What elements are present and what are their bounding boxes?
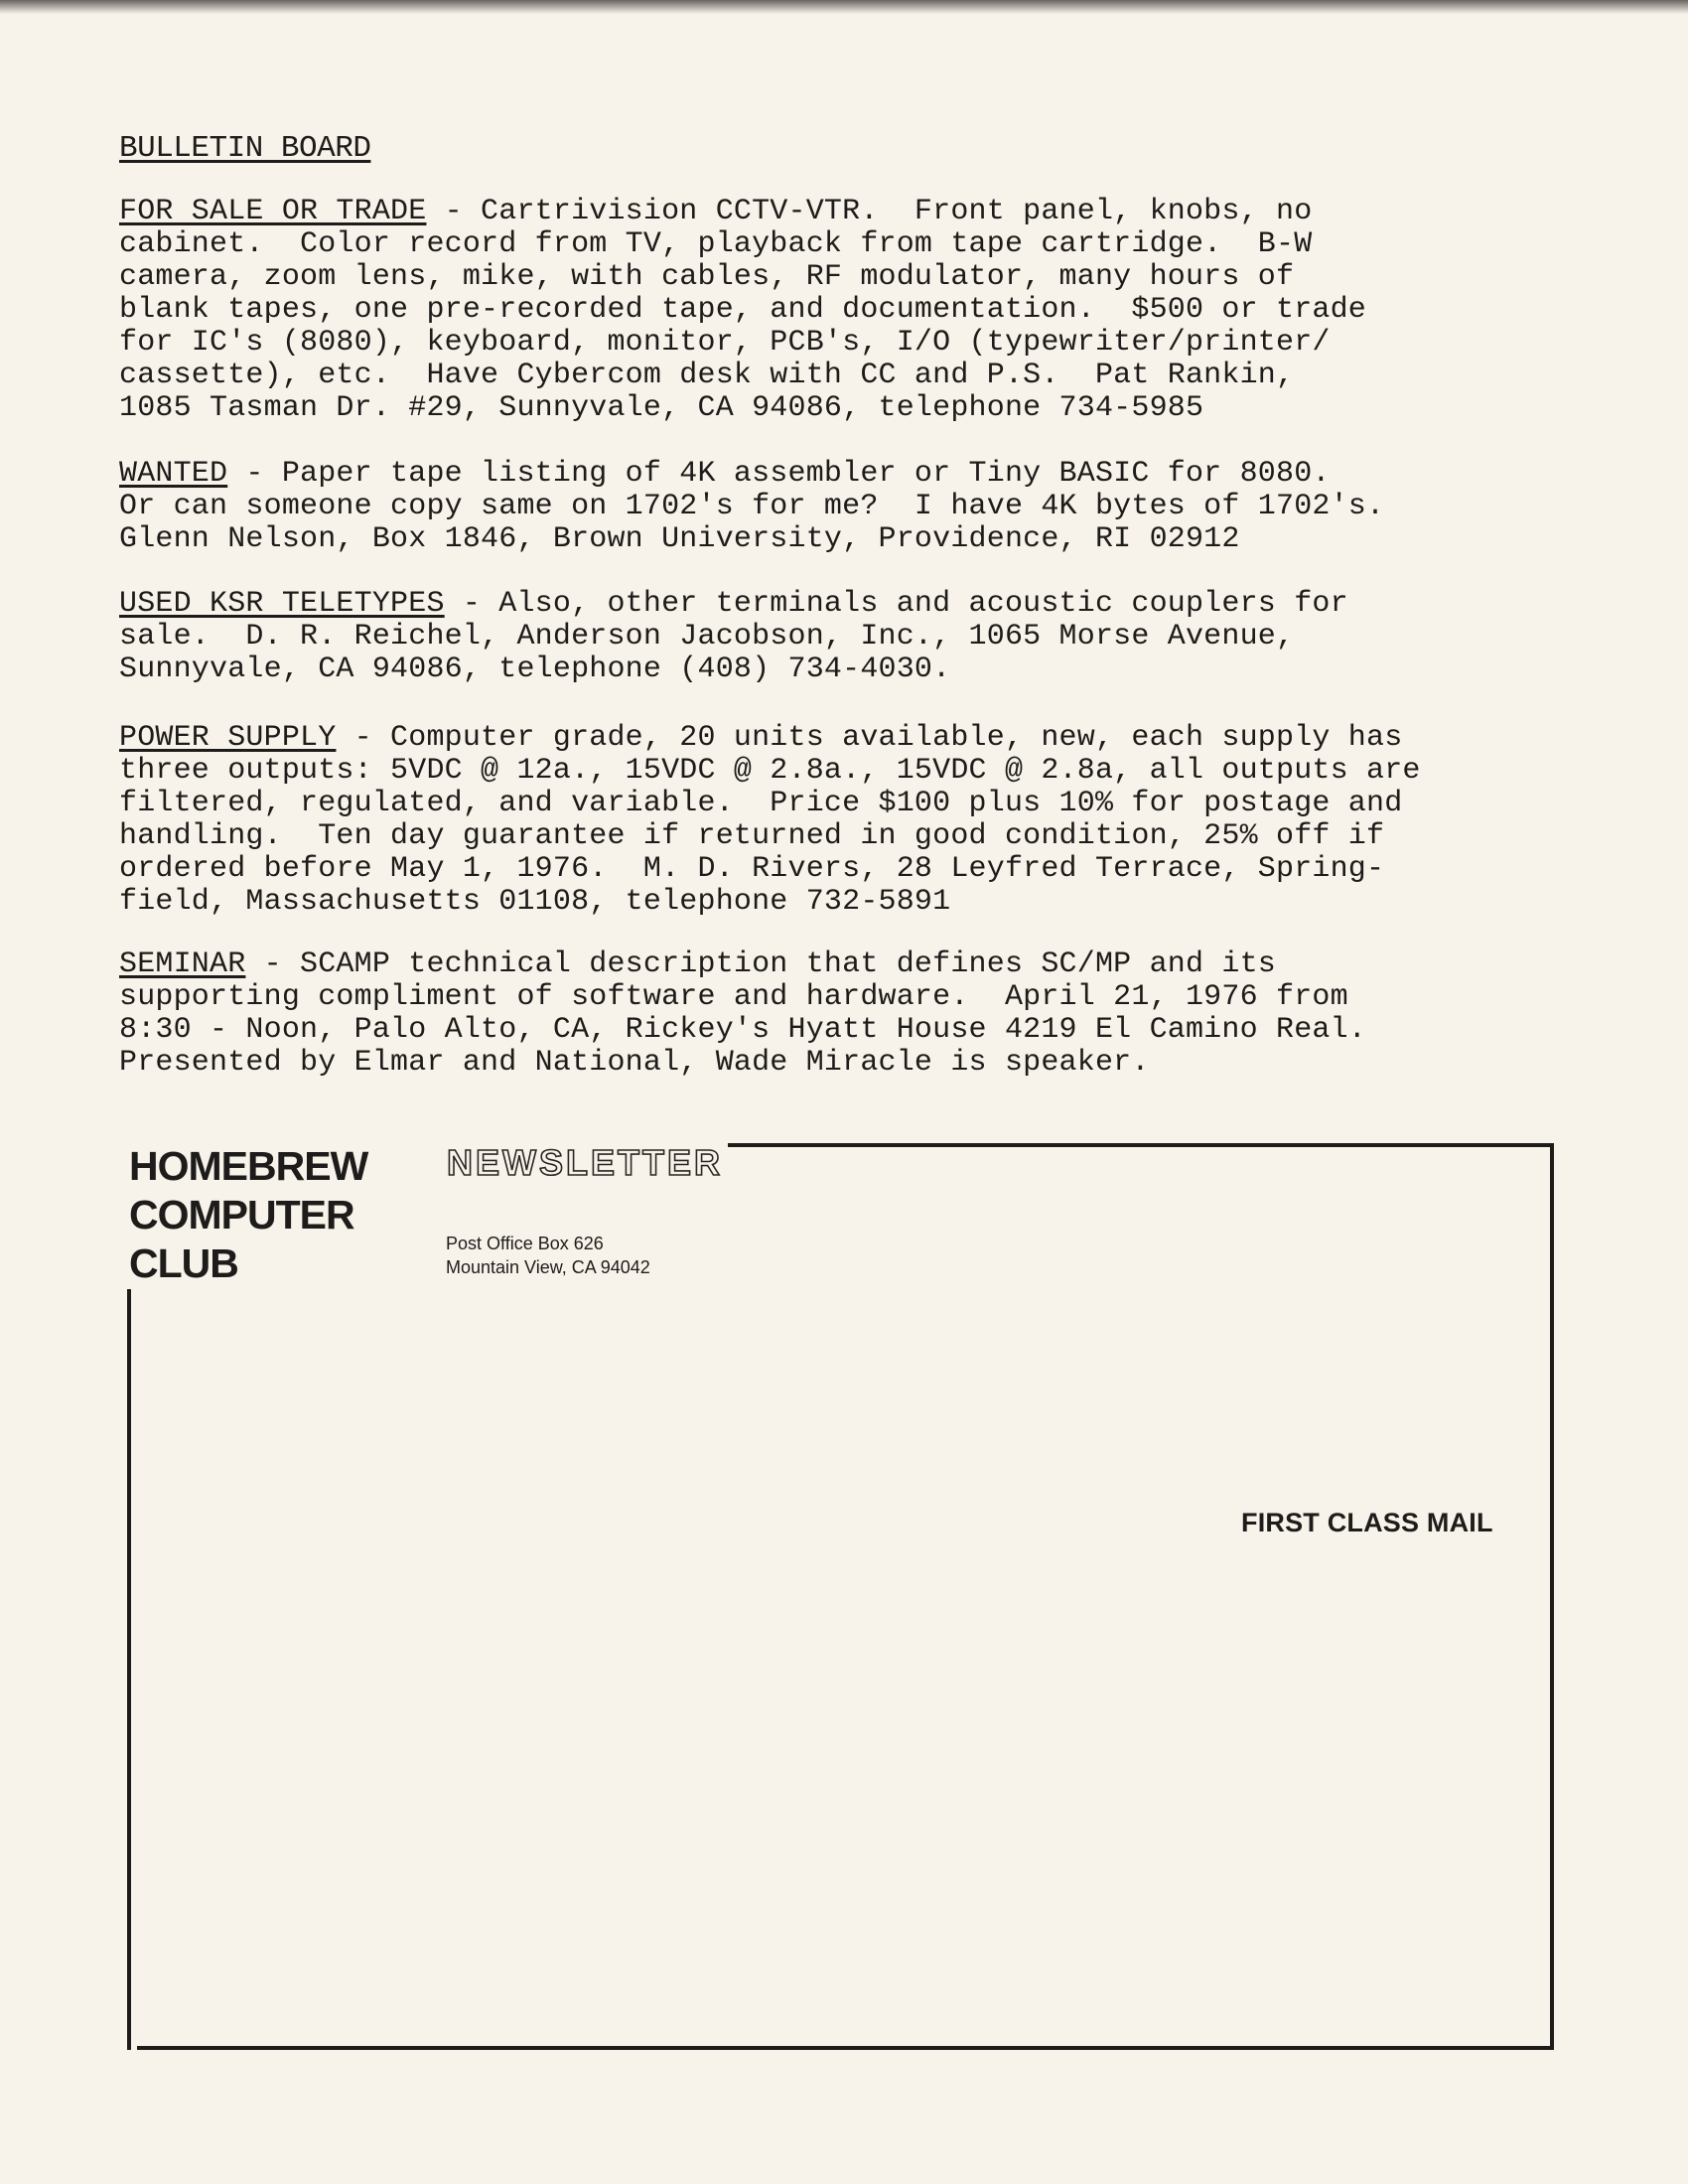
mailer-border-bottom — [137, 2046, 1554, 2050]
club-name-line: COMPUTER — [129, 1192, 354, 1238]
ad-power-supply — [119, 722, 1549, 919]
newsletter-label: NEWSLETTER — [447, 1142, 723, 1183]
address-line: Mountain View, CA 94042 — [446, 1257, 650, 1277]
address-line: Post Office Box 626 — [446, 1234, 604, 1253]
club-name — [129, 1142, 367, 1288]
ad-text-line: 1085 Tasman Dr. #29, Sunnyvale, CA 94086, telephone 734-5985 — [119, 391, 1204, 425]
ad-used-ksr-teletypes — [119, 588, 1549, 686]
ad-wanted — [119, 458, 1549, 556]
ad-text-line: - SCAMP technical description that defines SC/MP and its — [245, 947, 1276, 981]
ad-text-line: cassette), etc. Have Cybercom desk with CC and P.S. Pat Rankin, — [119, 359, 1295, 392]
mailer-border-top — [728, 1143, 1554, 1147]
club-name-line: CLUB — [129, 1240, 238, 1286]
ad-heading: WANTED — [119, 457, 228, 491]
ad-heading: FOR SALE OR TRADE — [119, 195, 427, 228]
ad-text-line: supporting compliment of software and hardware. April 21, 1976 from — [119, 980, 1348, 1014]
postage-class-label: FIRST CLASS MAIL — [1241, 1508, 1493, 1537]
ad-text-line: for IC's (8080), keyboard, monitor, PCB's, I/O (typewriter/printer/ — [119, 326, 1331, 360]
ad-text-line: field, Massachusetts 01108, telephone 732-5891 — [119, 885, 951, 919]
ad-text-line: - Also, other terminals and acoustic couplers for — [444, 587, 1348, 621]
bulletin-board-title: BULLETIN BOARD — [119, 131, 371, 166]
ad-for-sale-or-trade — [119, 196, 1549, 425]
ad-text-line: cabinet. Color record from TV, playback from tape cartridge. B-W — [119, 227, 1313, 261]
ad-text-line: - Cartrivision CCTV-VTR. Front panel, knobs, no — [426, 195, 1313, 228]
mailer-border-left — [127, 1289, 131, 2050]
ad-text-line: Presented by Elmar and National, Wade Miracle is speaker. — [119, 1046, 1150, 1080]
club-name-line: HOMEBREW — [129, 1143, 368, 1189]
ad-text-line: Sunnyvale, CA 94086, telephone (408) 734-4030. — [119, 653, 951, 686]
ad-text-line: filtered, regulated, and variable. Price $100 plus 10% for postage and — [119, 787, 1403, 820]
ad-heading: USED KSR TELETYPES — [119, 587, 445, 621]
ad-text-line: blank tapes, one pre-recorded tape, and documentation. $500 or trade — [119, 293, 1367, 327]
ad-text-line: handling. Ten day guarantee if returned in good condition, 25% off if — [119, 819, 1385, 853]
mailing-address — [446, 1232, 650, 1279]
page-top-shadow — [0, 0, 1688, 14]
ad-text-line: three outputs: 5VDC @ 12a., 15VDC @ 2.8a., 15VDC @ 2.8a, all outputs are — [119, 754, 1421, 788]
ad-text-line: - Computer grade, 20 units available, new, each supply has — [336, 721, 1403, 755]
ad-text-line: camera, zoom lens, mike, with cables, RF modulator, many hours of — [119, 260, 1295, 294]
ad-text-line: ordered before May 1, 1976. M. D. Rivers, 28 Leyfred Terrace, Spring- — [119, 852, 1385, 886]
ad-heading: POWER SUPPLY — [119, 721, 337, 755]
ad-text-line: 8:30 - Noon, Palo Alto, CA, Rickey's Hyatt House 4219 El Camino Real. — [119, 1013, 1367, 1047]
ad-text-line: sale. D. R. Reichel, Anderson Jacobson, Inc., 1065 Morse Avenue, — [119, 620, 1295, 654]
ad-text-line: Or can someone copy same on 1702's for me? I have 4K bytes of 1702's. — [119, 490, 1385, 523]
mailer-border-right — [1550, 1143, 1554, 2049]
ad-text-line: - Paper tape listing of 4K assembler or Tiny BASIC for 8080. — [227, 457, 1331, 491]
ad-seminar — [119, 948, 1549, 1080]
ad-heading: SEMINAR — [119, 947, 246, 981]
ad-text-line: Glenn Nelson, Box 1846, Brown University, Providence, RI 02912 — [119, 522, 1240, 556]
